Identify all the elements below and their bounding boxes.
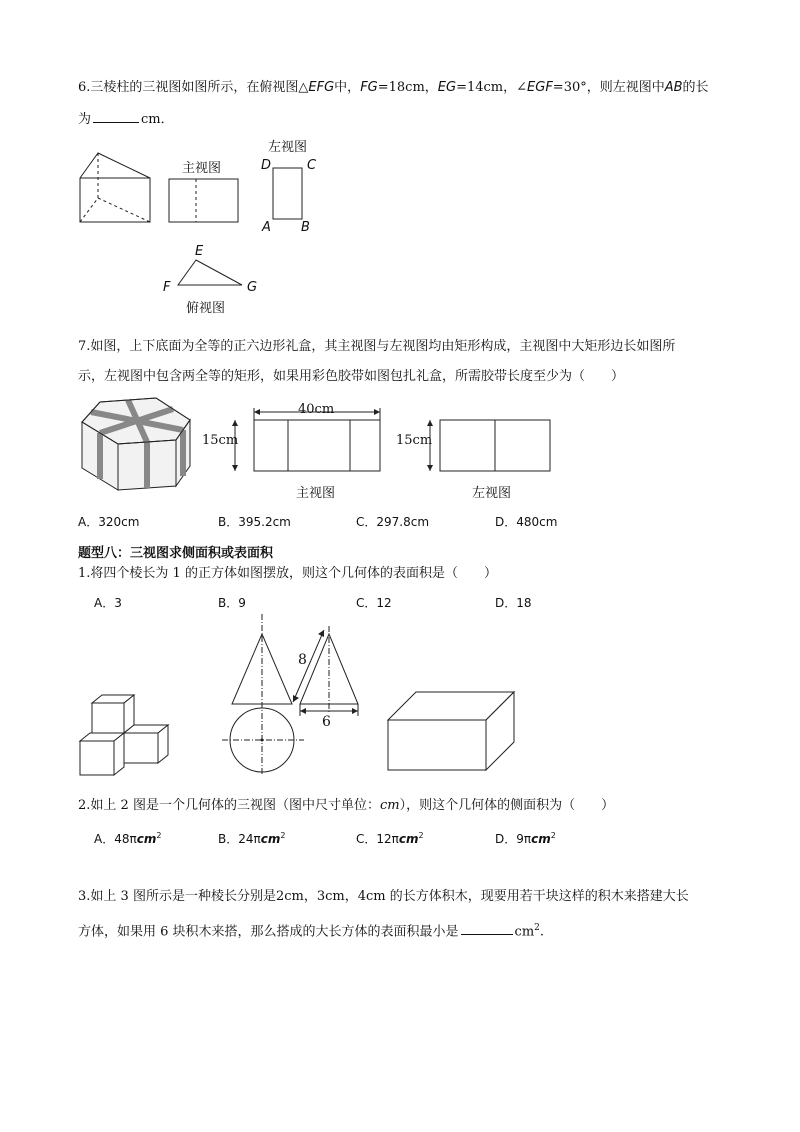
s3-line2-unit: cm	[514, 924, 535, 940]
q6-point-c: C	[307, 158, 317, 173]
s1-question-text: 1.将四个棱长为 1 的正方体如图摆放，则这个几何体的表面积是（ ）	[78, 566, 497, 581]
q6-line2-prefix: 为	[78, 112, 92, 127]
s2-option-c-unit: cm	[398, 832, 419, 846]
q6-point-b: B	[301, 220, 310, 235]
q7-option-d[interactable]: D．480cm	[495, 515, 558, 529]
q6-text-b: 中，	[334, 80, 361, 95]
q6-left-view-label: 左视图	[268, 140, 308, 155]
s2-slant-dimension-label: 8	[298, 652, 307, 668]
s2-unit: cm	[379, 798, 400, 813]
q6-point-e: E	[195, 244, 204, 259]
q6-prism-figure	[78, 150, 153, 225]
q6-fg: FG	[360, 80, 378, 95]
s2-option-a[interactable]	[94, 830, 161, 847]
q6-ab: AB	[664, 80, 683, 95]
q6-point-d: D	[261, 158, 272, 173]
q6-point-f: F	[163, 280, 171, 295]
s2-option-d-unit: cm	[531, 832, 551, 846]
q6-egf: EGF	[527, 80, 553, 95]
s2-option-a-prefix: A．48π	[94, 832, 137, 846]
s1-option-d[interactable]: D．18	[495, 596, 532, 610]
s3-line2-prefix: 方体，如果用 6 块积木来搭，那么搭成的大长方体的表面积最小是	[78, 924, 459, 940]
q7-option-c[interactable]: C．297.8cm	[356, 515, 430, 529]
q6-top-view-label: 俯视图	[186, 301, 226, 316]
s2-text-end: ），则这个几何体的侧面积为（ ）	[399, 798, 615, 813]
s3-line2	[78, 918, 544, 942]
s2-option-b-prefix: B．24π	[218, 832, 261, 846]
q6-suffix: 的长	[682, 80, 709, 95]
q7-option-a[interactable]: A．320cm	[78, 515, 140, 529]
s2-question-text	[78, 796, 614, 816]
s2-option-a-unit: cm	[136, 832, 157, 846]
s2-option-b-sup: 2	[280, 831, 286, 840]
s2-base-dimension-label: 6	[322, 714, 331, 730]
s1-option-c[interactable]: C．12	[356, 596, 392, 610]
q6-front-view-label: 主视图	[182, 161, 222, 176]
q7-hexagonal-box-figure	[78, 396, 193, 496]
section-heading: 题型八：三视图求侧面积或表面积	[78, 546, 274, 561]
s2-option-b-unit: cm	[260, 832, 281, 846]
s1-cubes-figure	[78, 693, 173, 781]
q7-left-view	[424, 418, 554, 474]
q7-width-label: 40cm	[298, 402, 335, 417]
s1-option-a[interactable]: A．3	[94, 596, 122, 610]
q6-line1	[78, 78, 709, 98]
s3-cuboid-figure	[386, 690, 518, 774]
q6-point-a: A	[262, 220, 271, 235]
q7-left-height-label: 15cm	[396, 433, 433, 448]
s2-option-c[interactable]	[356, 830, 424, 847]
q7-left-view-label: 左视图	[472, 486, 512, 501]
s2-option-c-prefix: C．12π	[356, 832, 399, 846]
s2-cone-views-figure	[220, 612, 370, 777]
s3-answer-blank[interactable]	[461, 922, 513, 935]
s2-text-a: 2.如上 2 图是一个几何体的三视图（图中尺寸单位：	[78, 798, 380, 813]
q6-line2-unit: cm．	[141, 112, 174, 127]
q7-line1: 7.如图，上下底面为全等的正六边形礼盒，其主视图与左视图均由矩形构成，主视图中大矩形边长如图所	[78, 339, 676, 354]
q6-front-view	[168, 178, 240, 224]
q6-fg-val: =18cm，	[377, 80, 438, 95]
q6-angle-val: =30°，则左视图中	[552, 80, 665, 95]
q6-eg: EG	[437, 80, 457, 95]
s2-option-a-sup: 2	[156, 831, 162, 840]
q6-line2	[78, 110, 174, 130]
q7-front-view-label: 主视图	[296, 486, 336, 501]
s3-line1: 3.如上 3 图所示是一种棱长分别是2cm，3cm，4cm 的长方体积木，现要用若干块这样的积木来搭建大长	[78, 889, 689, 904]
s2-option-c-sup: 2	[418, 831, 424, 840]
q7-line2: 示，左视图中包含两全等的矩形，如果用彩色胶带如图包扎礼盒，所需胶带长度至少为（ ）	[78, 369, 625, 384]
s3-line2-end: .	[539, 924, 545, 940]
q6-top-view-triangle	[176, 258, 246, 288]
q6-eg-val: =14cm，∠	[456, 80, 528, 95]
s3-line2-sup: 2	[534, 923, 540, 933]
q6-left-view	[272, 167, 304, 221]
s2-option-d-prefix: D．9π	[495, 832, 532, 846]
q7-front-view	[228, 408, 388, 478]
q6-efg: EFG	[308, 80, 335, 95]
s2-option-d[interactable]	[495, 830, 556, 847]
q6-text-a: 6.三棱柱的三视图如图所示，在俯视图△	[78, 80, 309, 95]
q7-option-b[interactable]: B．395.2cm	[218, 515, 291, 529]
q6-point-g: G	[247, 280, 258, 295]
q6-answer-blank[interactable]	[93, 110, 139, 123]
s2-option-d-sup: 2	[550, 831, 556, 840]
s2-option-b[interactable]	[218, 830, 285, 847]
s1-option-b[interactable]: B．9	[218, 596, 246, 610]
q7-front-height-label: 15cm	[202, 433, 239, 448]
